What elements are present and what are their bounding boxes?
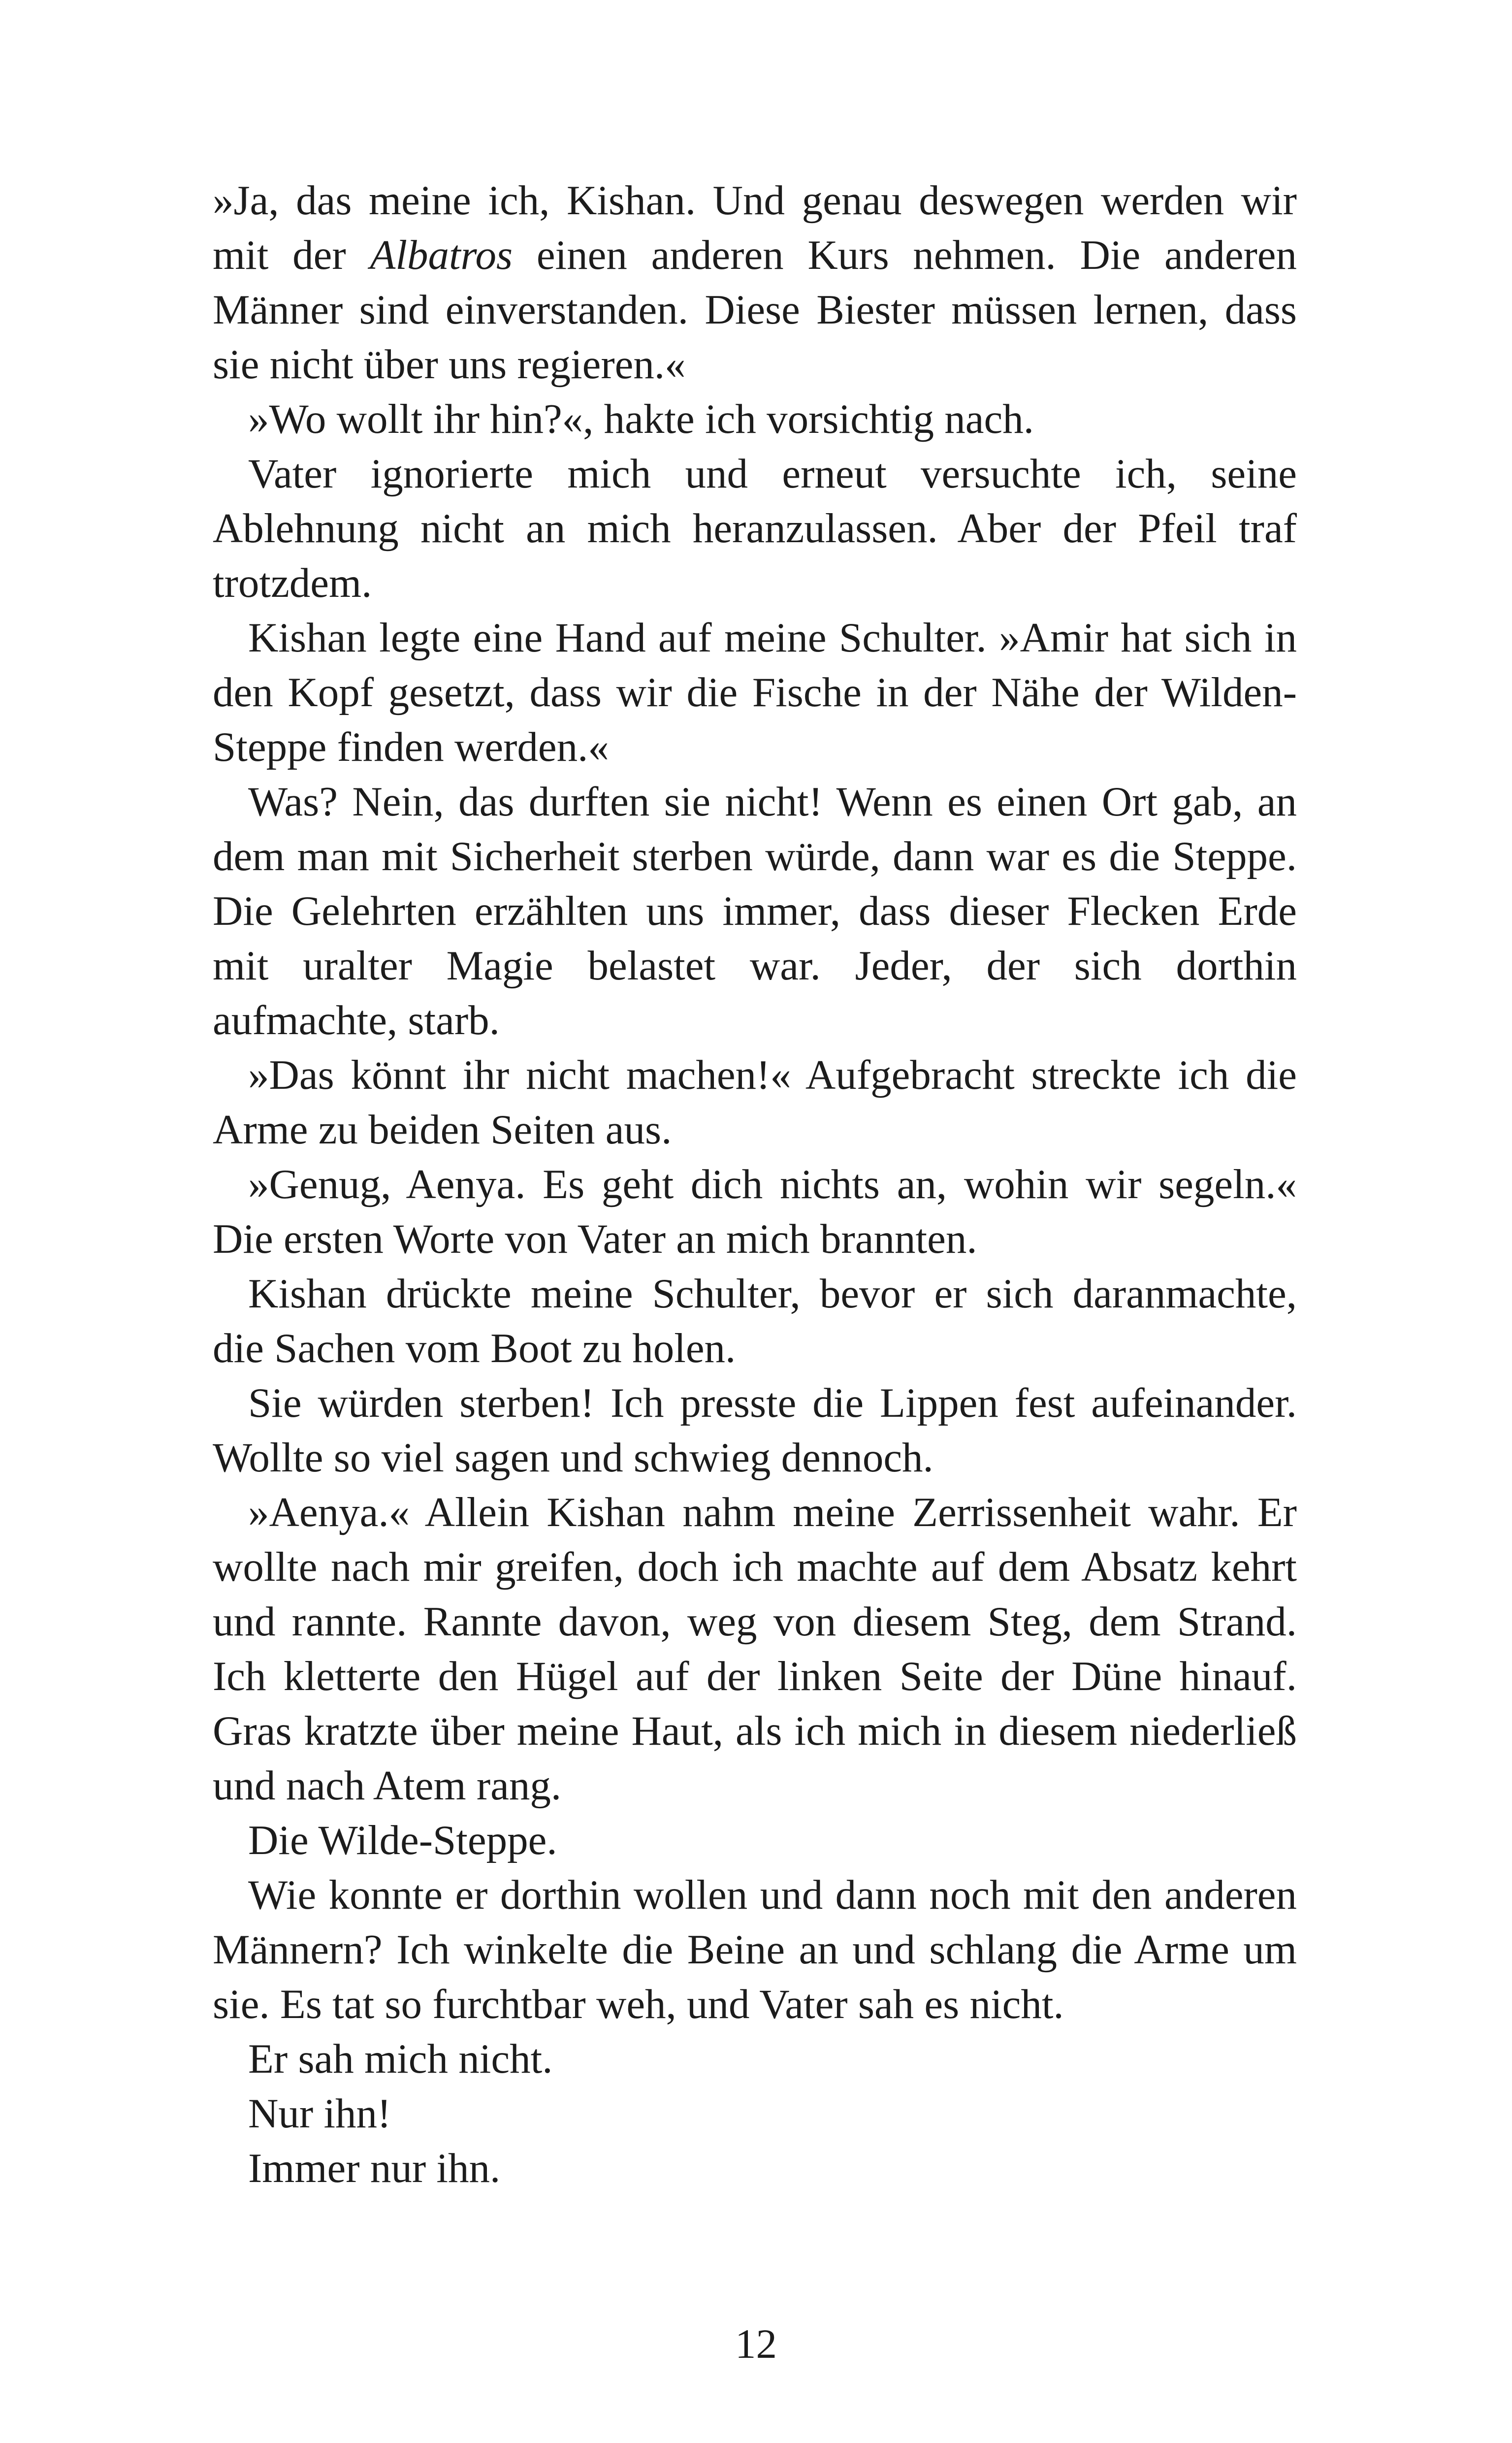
- paragraph-5: Was? Nein, das durften sie nicht! Wenn es einen Ort gab, an dem man mit Sicherheit sterben würde, dann war es die Steppe. Die Gelehrten erzählten uns immer, dass dieser Flecken Erde mit uralter Magie belastet war. Jeder, der sich dorthin aufmachte, starb.: [213, 779, 1297, 1043]
- paragraph-12: Wie konnte er dorthin wollen und dann noch mit den anderen Männern? Ich winkelte die Beine an und schlang die Arme um sie. Es tat so furchtbar weh, und Vater sah es nicht.: [213, 1872, 1297, 2027]
- ship-name-albatros: Albatros: [370, 232, 513, 278]
- paragraph-10: »Aenya.« Allein Kishan nahm meine Zerrissenheit wahr. Er wollte nach mir greifen, doch ich machte auf dem Absatz kehrt und rannte. Rannte davon, weg von diesem Steg, dem Strand. Ich kletterte den Hügel auf der linken Seite der Düne hinauf. Gras kratzte über meine Haut, als ich mich in diesem niederließ und nach Atem rang.: [213, 1489, 1297, 1809]
- paragraph-1: [213, 173, 1297, 392]
- paragraph-9: Sie würden sterben! Ich presste die Lippen fest aufeinander. Wollte so viel sagen und schwieg dennoch.: [213, 1380, 1297, 1481]
- paragraph-11: Die Wilde-Steppe.: [248, 1817, 557, 1863]
- paragraph-8: Kishan drückte meine Schulter, bevor er sich daranmachte, die Sachen vom Boot zu holen.: [213, 1270, 1297, 1371]
- paragraph-1-part-1: »Ja, das meine ich, Kishan. Und genau deswegen werden wir mit der: [213, 177, 1297, 278]
- paragraph-1-part-2: einen anderen Kurs nehmen. Die anderen Männer sind einverstanden. Diese Biester müssen lernen, dass sie nicht über uns regieren.«: [213, 232, 1297, 388]
- paragraph-2: »Wo wollt ihr hin?«, hakte ich vorsichtig nach.: [248, 396, 1034, 442]
- paragraph-4: Kishan legte eine Hand auf meine Schulter. »Amir hat sich in den Kopf gesetzt, dass wir die Fische in der Nähe der Wilden-Steppe finden werden.«: [213, 615, 1297, 770]
- paragraph-7: »Genug, Aenya. Es geht dich nichts an, wohin wir segeln.« Die ersten Worte von Vater an mich brannten.: [213, 1161, 1297, 1262]
- paragraph-6: »Das könnt ihr nicht machen!« Aufgebracht streckte ich die Arme zu beiden Seiten aus.: [213, 1052, 1297, 1153]
- paragraph-15: Immer nur ihn.: [248, 2145, 501, 2191]
- body-text: [213, 173, 1297, 2196]
- page-number: 12: [735, 2321, 777, 2367]
- paragraph-13: Er sah mich nicht.: [248, 2036, 553, 2082]
- paragraph-3: Vater ignorierte mich und erneut versuchte ich, seine Ablehnung nicht an mich heranzulassen. Aber der Pfeil traf trotzdem.: [213, 451, 1297, 606]
- paragraph-14: Nur ihn!: [248, 2090, 391, 2137]
